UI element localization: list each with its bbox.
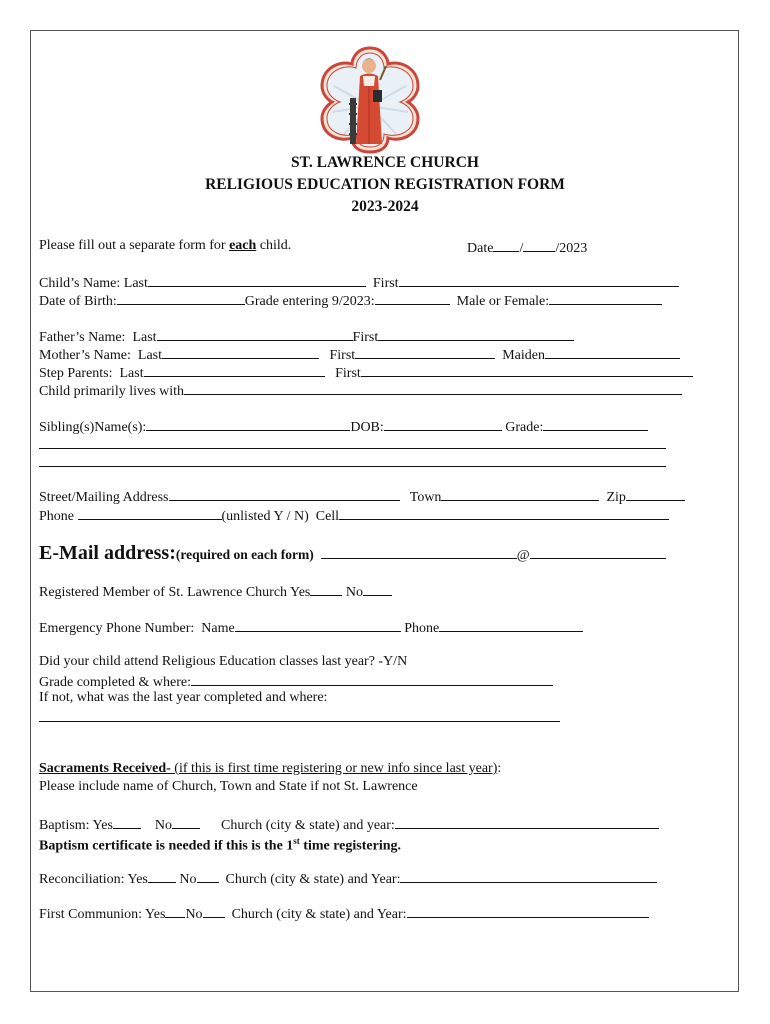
- unlisted-cell-label: (unlisted Y / N) Cell: [221, 509, 340, 524]
- reconciliation-no-field[interactable]: [197, 869, 219, 883]
- street-field[interactable]: [169, 487, 400, 501]
- saint-lawrence-logo-icon: [318, 46, 422, 154]
- email-at-sign: @: [516, 548, 530, 563]
- dob-field[interactable]: [117, 291, 245, 305]
- child-last-field[interactable]: [148, 273, 366, 287]
- siblings-grade-field[interactable]: [543, 417, 648, 431]
- father-last-field[interactable]: [157, 327, 353, 341]
- date-year: /2023: [555, 241, 588, 256]
- step-first-field[interactable]: [361, 363, 693, 377]
- siblings-dob-field[interactable]: [384, 417, 502, 431]
- reconciliation-church-field[interactable]: [400, 869, 657, 883]
- emergency-phone-field[interactable]: [439, 618, 583, 632]
- member-row: [39, 582, 392, 601]
- cell-field[interactable]: [339, 506, 669, 520]
- email-row: [39, 541, 666, 568]
- email-user-field[interactable]: [321, 545, 517, 559]
- phone-label: Phone: [39, 509, 74, 524]
- emergency-row: [39, 618, 583, 637]
- lives-with-row: [39, 381, 682, 400]
- communion-row: [39, 904, 649, 923]
- emergency-name-label: Emergency Phone Number: Name: [39, 621, 235, 636]
- zip-label: Zip: [606, 490, 626, 505]
- intro-emphasis: each: [229, 238, 257, 253]
- baptism-yes-label: Baptism: Yes: [39, 818, 113, 833]
- communion-church-field[interactable]: [407, 904, 649, 918]
- member-label: Registered Member of St. Lawrence Church Yes: [39, 585, 311, 600]
- communion-yes-field[interactable]: [165, 904, 185, 918]
- father-first-field[interactable]: [378, 327, 574, 341]
- reconciliation-yes-label: Reconciliation: Yes: [39, 872, 148, 887]
- communion-yes-label: First Communion: Yes: [39, 907, 166, 922]
- mother-last-label: Mother’s Name: Last: [39, 348, 162, 363]
- baptism-certificate-note: [39, 833, 401, 855]
- child-first-field[interactable]: [399, 273, 679, 287]
- father-first-label: First: [352, 330, 379, 345]
- sacraments-instruction: Please include name of Church, Town and State if not St. Lawrence: [39, 779, 418, 794]
- prior-question: Did your child attend Religious Education classes last year? -Y/N: [39, 654, 408, 669]
- intro-text: Please fill out a separate form for: [39, 238, 230, 253]
- mother-maiden-label: Maiden: [502, 348, 545, 363]
- sacraments-heading: Sacraments Received-: [39, 761, 171, 776]
- reconciliation-church-label: Church (city & state) and Year:: [225, 872, 401, 887]
- grade-field[interactable]: [375, 291, 450, 305]
- member-no-field[interactable]: [363, 582, 392, 596]
- step-first-label: First: [335, 366, 361, 381]
- lives-with-field[interactable]: [184, 381, 682, 395]
- phone-field[interactable]: [78, 506, 222, 520]
- child-dob-row: [39, 291, 662, 310]
- mother-first-label: First: [329, 348, 356, 363]
- step-parents-row: [39, 363, 693, 382]
- child-name-row: [39, 273, 679, 292]
- reconciliation-yes-field[interactable]: [148, 869, 176, 883]
- intro-text-end: child.: [256, 238, 292, 253]
- church-name: ST. LAWRENCE CHURCH: [291, 154, 479, 171]
- baptism-church-label: Church (city & state) and year:: [221, 818, 395, 833]
- step-last-field[interactable]: [144, 363, 325, 377]
- siblings-dob-label: DOB:: [350, 420, 384, 435]
- father-last-label: Father’s Name: Last: [39, 330, 157, 345]
- dob-label: Date of Birth:: [39, 294, 117, 309]
- siblings-names-field[interactable]: [146, 417, 350, 431]
- address-row: [39, 487, 685, 506]
- siblings-grade-label: Grade:: [505, 420, 544, 435]
- communion-no-label: No: [185, 907, 203, 922]
- siblings-blank-line-2[interactable]: [39, 466, 666, 467]
- town-label: Town: [409, 490, 442, 505]
- form-title: RELIGIOUS EDUCATION REGISTRATION FORM: [205, 176, 565, 193]
- siblings-row: [39, 417, 648, 436]
- email-domain-field[interactable]: [530, 545, 666, 559]
- emergency-name-field[interactable]: [235, 618, 401, 632]
- date-day-blank[interactable]: [523, 238, 555, 252]
- sacraments-heading-note: (if this is first time registering or new info since last year): [170, 761, 498, 776]
- grade-label: Grade entering 9/2023:: [244, 294, 375, 309]
- mother-first-field[interactable]: [355, 345, 495, 359]
- sacraments-colon: :: [497, 761, 502, 776]
- member-no-label: No: [345, 585, 364, 600]
- grade-where-row: [39, 672, 553, 691]
- phone-row: [39, 506, 669, 525]
- email-note: (required on each form): [175, 547, 314, 562]
- zip-field[interactable]: [626, 487, 685, 501]
- baptism-no-label: No: [154, 818, 173, 833]
- member-yes-field[interactable]: [310, 582, 342, 596]
- reconciliation-no-label: No: [179, 872, 197, 887]
- date-field[interactable]: [467, 238, 587, 257]
- grade-where-label: Grade completed & where:: [39, 675, 191, 690]
- if-not-blank-line[interactable]: [39, 721, 560, 722]
- communion-no-field[interactable]: [203, 904, 225, 918]
- mother-last-field[interactable]: [162, 345, 319, 359]
- date-separator: /: [519, 241, 524, 256]
- emergency-phone-label: Phone: [404, 621, 440, 636]
- baptism-no-field[interactable]: [172, 815, 200, 829]
- father-row: [39, 327, 574, 346]
- if-not-row: If not, what was the last year completed and where:: [39, 690, 328, 705]
- street-label: Street/Mailing Address: [39, 490, 169, 505]
- date-month-blank[interactable]: [493, 238, 519, 252]
- baptism-yes-field[interactable]: [113, 815, 141, 829]
- communion-church-label: Church (city & state) and Year:: [231, 907, 407, 922]
- baptism-cert-sup: st: [293, 836, 300, 846]
- intro-instruction: [39, 238, 291, 254]
- grade-where-field[interactable]: [191, 672, 553, 686]
- gender-field[interactable]: [549, 291, 662, 305]
- siblings-label: Sibling(s)Name(s):: [39, 420, 147, 435]
- baptism-cert-text: Baptism certificate is needed if this is the 1: [39, 838, 294, 854]
- child-first-label: First: [372, 276, 399, 291]
- mother-row: [39, 345, 680, 364]
- child-last-label: Child’s Name: Last: [39, 276, 148, 291]
- town-field[interactable]: [441, 487, 599, 501]
- baptism-church-field[interactable]: [395, 815, 659, 829]
- baptism-row: [39, 815, 659, 834]
- reconciliation-row: [39, 869, 657, 888]
- email-label: E-Mail address:: [39, 542, 176, 564]
- sacraments-heading-row: [39, 761, 501, 777]
- mother-maiden-field[interactable]: [545, 345, 680, 359]
- date-label: Date: [467, 241, 494, 256]
- lives-with-label: Child primarily lives with: [39, 384, 185, 399]
- school-year: 2023-2024: [351, 198, 419, 215]
- gender-label: Male or Female:: [456, 294, 550, 309]
- siblings-blank-line-1[interactable]: [39, 448, 666, 449]
- baptism-cert-text-end: time registering.: [299, 838, 402, 854]
- step-last-label: Step Parents: Last: [39, 366, 144, 381]
